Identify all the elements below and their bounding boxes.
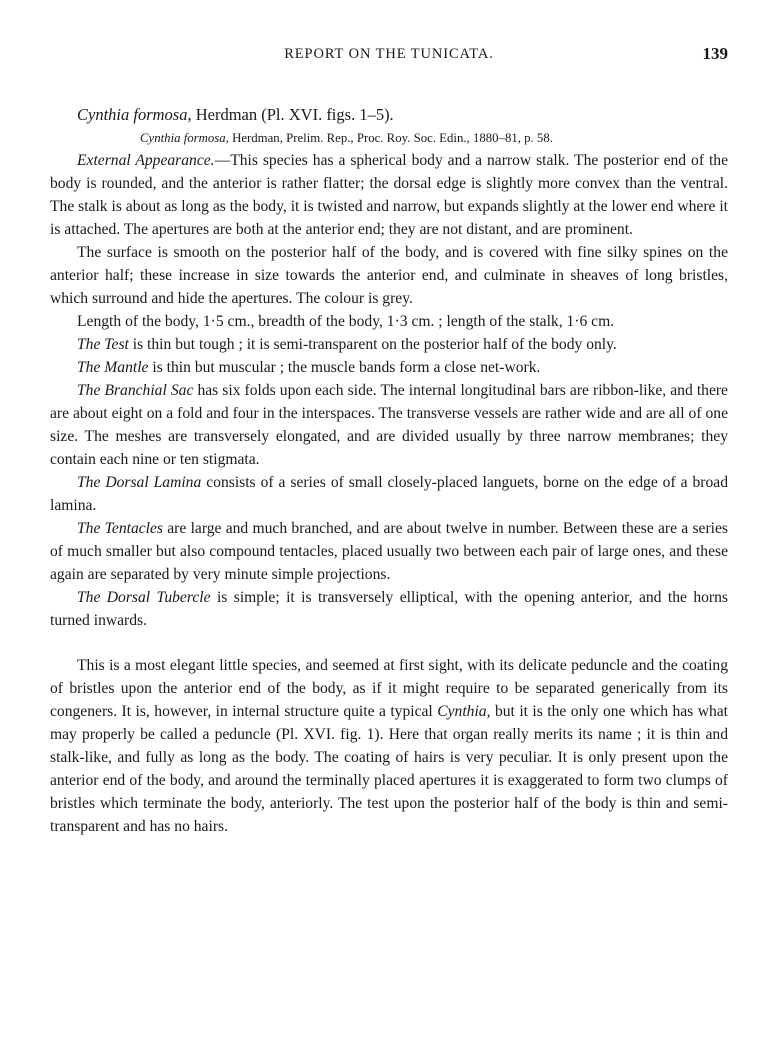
running-head: [50, 44, 728, 68]
mantle-paragraph: [50, 356, 728, 379]
tentacles-paragraph: [50, 517, 728, 586]
branchial-sac-text: has six folds upon each side. The internal longitudinal bars are ribbon-like, and there are about eight on a fold and four in the interspaces. The transverse vessels are rather wide and are all of one size. The meshes are transversely elongated, and are divided usually by three narrow membranes; they contain each nine or ten stigmata.: [50, 382, 728, 468]
test-text: is thin but tough ; it is semi-transparent on the posterior half of the body only.: [128, 336, 617, 353]
section-gap: [50, 632, 728, 654]
branchial-sac-label: The Branchial Sac: [77, 382, 194, 399]
external-appearance-paragraph: [50, 149, 728, 241]
dorsal-tubercle-text: is simple; it is transversely elliptical, with the opening anterior, and the horns turned inwards.: [50, 589, 728, 629]
mantle-text: is thin but muscular ; the muscle bands form a close net-work.: [148, 359, 541, 376]
page: [50, 44, 728, 838]
remarks-text-2: but it is the only one which has what may properly be called a peduncle (Pl. XVI. fig. 1). Here that organ really merits its name ; it is thin and stalk-like, and fully as long as the body. The coating of hairs is very peculiar. It is only present upon the anterior end of the body, and around the terminally placed apertures it is exaggerated to form two clumps of bristles which terminate the body, anteriorly. The test upon the posterior half of the body is thin and semi-transparent and has no hairs.: [50, 703, 729, 835]
citation: [50, 127, 728, 149]
species-name: Cynthia formosa: [77, 105, 188, 124]
surface-paragraph: The surface is smooth on the posterior half of the body, and is covered with fine silky spines on the anterior half; these increase in size towards the anterior end, and culminate in sheaves of long bristles, which surround and hide the apertures. The colour is grey.: [50, 244, 728, 307]
external-appearance-label: External Appearance.: [77, 152, 215, 169]
remarks-paragraph: [50, 654, 728, 838]
test-paragraph: [50, 333, 728, 356]
running-title: REPORT ON THE TUNICATA.: [284, 46, 494, 62]
mantle-label: The Mantle: [77, 359, 149, 376]
dorsal-tubercle-label: The Dorsal Tubercle: [77, 589, 211, 606]
page-number: 139: [702, 44, 728, 63]
dorsal-tubercle-paragraph: [50, 586, 728, 632]
test-label: The Test: [77, 336, 129, 353]
species-heading: [50, 104, 728, 126]
dorsal-lamina-label: The Dorsal Lamina: [77, 474, 202, 491]
citation-species-name: Cynthia formosa: [140, 131, 226, 145]
measurements-paragraph: Length of the body, 1·5 cm., breadth of the body, 1·3 cm. ; length of the stalk, 1·6 cm.: [77, 313, 615, 330]
dorsal-lamina-paragraph: [50, 471, 728, 517]
tentacles-label: The Tentacles: [77, 520, 163, 537]
dorsal-lamina-text: consists of a series of small closely-placed languets, borne on the edge of a broad lamina.: [50, 474, 728, 514]
remarks-italic-genus: Cynthia,: [437, 703, 491, 720]
citation-reference: , Herdman, Prelim. Rep., Proc. Roy. Soc. Edin., 1880–81, p. 58.: [225, 131, 553, 145]
external-appearance-text: —This species has a spherical body and a narrow stalk. The posterior end of the body is rounded, and the anterior is rather flatter; the dorsal edge is slightly more convex than the ventral. The stalk is about as long as the body, it is twisted and narrow, but expands slightly at the lower end where it is attached. The apertures are both at the anterior end; they are not distant, and are prominent.: [50, 152, 729, 238]
remarks-text-1: This is a most elegant little species, and seemed at first sight, with its delicate peduncle and the coating of bristles upon the anterior end of the body, as if it might require to be separated generically from its congeners. It is, however, in internal structure quite a typical: [50, 657, 728, 720]
tentacles-text: are large and much branched, and are about twelve in number. Between these are a series of much smaller but also compound tentacles, placed usually two between each pair of large ones, and these again are separated by very minute simple projections.: [50, 520, 728, 583]
branchial-sac-paragraph: [50, 379, 728, 471]
species-authority: , Herdman (Pl. XVI. figs. 1–5).: [187, 105, 394, 124]
